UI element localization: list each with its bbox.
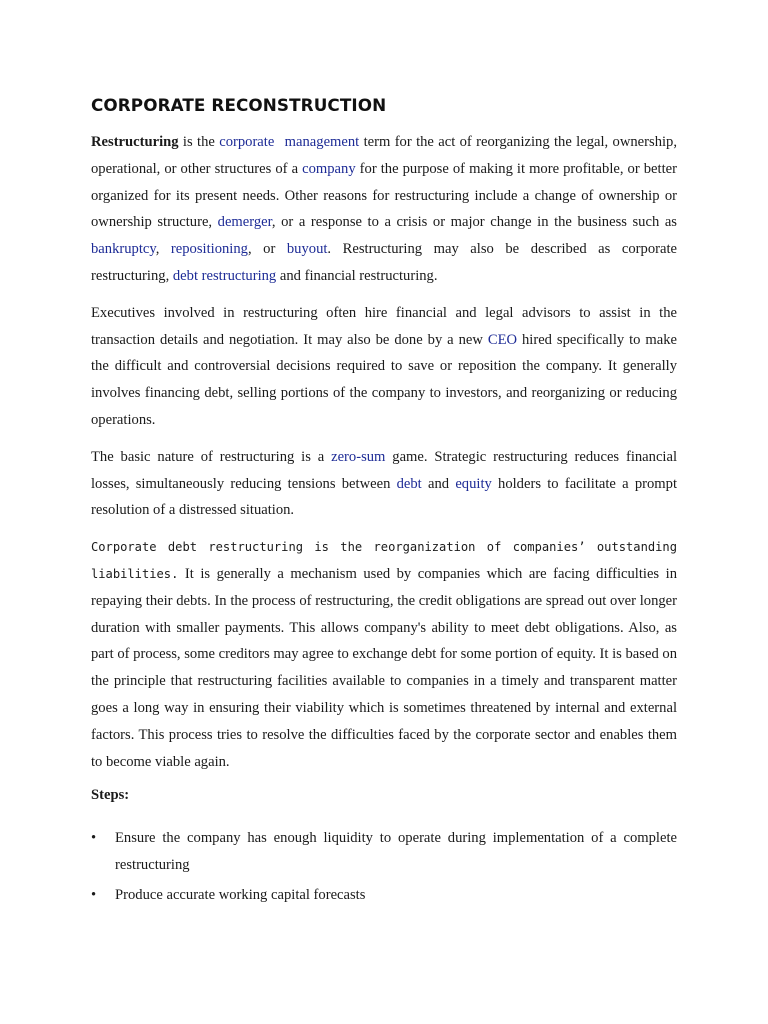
link-demerger[interactable]: demerger	[217, 214, 272, 231]
bold-term-restructuring: Restructuring	[91, 134, 179, 150]
steps-heading: Steps:	[91, 787, 130, 804]
monospace-sentence: Corporate debt restructuring is the reorganization of companies’ outstanding liabilities.	[91, 540, 677, 581]
steps-list	[91, 825, 677, 908]
list-item: • Ensure the company has enough liquidity to operate during implementation of a complete restructuring	[91, 825, 677, 879]
link-debt-restructuring[interactable]: debt restructuring	[172, 267, 277, 284]
link-bankruptcy[interactable]: bankruptcy	[91, 241, 156, 258]
document-page	[91, 93, 677, 912]
link-corporate-management[interactable]: corporate management	[219, 134, 360, 150]
link-equity[interactable]: equity	[455, 475, 492, 492]
paragraph-corporate-debt-restructuring: Corporate debt restructuring is the reorganization of companies’ outstanding liabilities. It is generally a mechanism used by companies which are facing difficulties in repaying their debts. In the process of restructuring, the credit obligations are spread out over longer duration with smaller payments. This allows company's ability to meet debt obligations. Also, as part of process, some creditors may agree to exchange debt for some portion of equity. It is based on the principle that restructuring facilities available to companies in a timely and transparent matter goes a long way in ensuring their viability which is sometimes threatened by internal and external factors. This process tries to resolve the difficulties faced by the corporate sector and enables them to become viable again.	[91, 540, 677, 770]
page-title: CORPORATE RECONSTRUCTION	[91, 95, 387, 115]
bullet-icon: •	[91, 830, 97, 847]
paragraph-executives: Executives involved in restructuring often hire financial and legal advisors to assist in the transaction details and negotiation. It may also be done by a new CEO hired specifically to make the difficult and controversial decisions required to save or reposition the company. It generally involves financing debt, selling portions of the company to investors, and reorganizing or reducing operations.	[91, 304, 678, 428]
paragraph-zero-sum: The basic nature of restructuring is a zero-sum game. Strategic restructuring reduces financial losses, simultaneously reducing tensions between debt and equity holders to facilitate a prompt resolution of a distressed situation.	[91, 448, 678, 519]
link-ceo[interactable]: CEO	[487, 331, 518, 348]
link-debt[interactable]: debt	[396, 475, 422, 492]
paragraph-restructuring-definition: Restructuring is the corporate management term for the act of reorganizing the legal, ownership, operational, or other structures of a company for the purpose of making it more profitable, or better organized for its present needs. Other reasons for restructuring include a change of ownership or ownership structure, demerger, or a response to a crisis or major change in the business such as bankruptcy, repositioning, or buyout. Restructuring may also be described as corporate restructuring, debt restructuring and financial restructuring.	[91, 134, 677, 284]
link-zero-sum[interactable]: zero-sum	[331, 448, 386, 465]
link-buyout[interactable]: buyout	[286, 241, 328, 258]
list-item: • Produce accurate working capital forecasts	[91, 882, 677, 909]
link-company[interactable]: company	[302, 160, 356, 177]
link-repositioning[interactable]: repositioning	[170, 241, 248, 258]
bullet-icon: •	[91, 886, 97, 903]
